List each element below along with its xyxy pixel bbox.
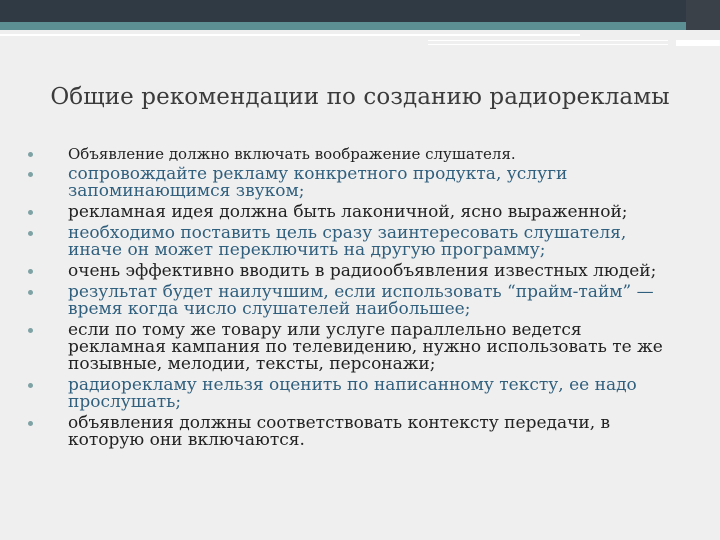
header-accent-band (0, 22, 720, 30)
list-item-text: результат будет наилучшим, если использовать “прайм-тайм” — время когда число слушателей наибольшее; (68, 282, 654, 319)
list-item (22, 225, 672, 259)
list-item (22, 284, 672, 318)
decor-line (428, 44, 668, 45)
decor-line (428, 40, 668, 41)
list-item-text: радиорекламу нельзя оценить по написанному тексту, ее надо прослушать; (68, 375, 637, 412)
list-item-text: если по тому же товару или услуге параллельно ведется рекламная кампания по телевидению, нужно использовать те же позывные, мелодии, тексты, персонажи; (68, 320, 663, 374)
bullet-dot-icon (28, 210, 33, 215)
list-item-text: сопровождайте рекламу конкретного продукта, услуги запоминающимся звуком; (68, 164, 568, 201)
list-item (22, 322, 672, 373)
bullet-dot-icon (28, 172, 33, 177)
list-item (22, 166, 672, 200)
list-item (22, 377, 672, 411)
bullet-dot-icon (28, 269, 33, 274)
bullet-list (22, 146, 672, 453)
list-item (22, 263, 672, 280)
list-item-text: необходимо поставить цель сразу заинтересовать слушателя, иначе он может переключить на другую программу; (68, 223, 627, 260)
bullet-dot-icon (28, 290, 33, 295)
bullet-dot-icon (28, 328, 33, 333)
list-item-text: объявления должны соответствовать контексту передачи, в которую они включаются. (68, 413, 611, 450)
list-item-text: рекламная идея должна быть лаконичной, ясно выраженной; (68, 202, 628, 222)
bullet-dot-icon (28, 383, 33, 388)
list-item (22, 415, 672, 449)
list-item-text: Объявление должно включать воображение слушателя. (68, 145, 516, 163)
decor-line (676, 40, 720, 46)
list-item (22, 146, 672, 162)
corner-block (686, 0, 720, 30)
decor-line (0, 34, 580, 36)
bullet-dot-icon (28, 421, 33, 426)
bullet-dot-icon (28, 231, 33, 236)
header-band (0, 0, 720, 22)
bullet-dot-icon (28, 152, 33, 157)
list-item-text: очень эффективно вводить в радиообъявления известных людей; (68, 261, 657, 281)
list-item (22, 204, 672, 221)
slide-title: Общие рекомендации по созданию радиорекламы (50, 84, 670, 110)
